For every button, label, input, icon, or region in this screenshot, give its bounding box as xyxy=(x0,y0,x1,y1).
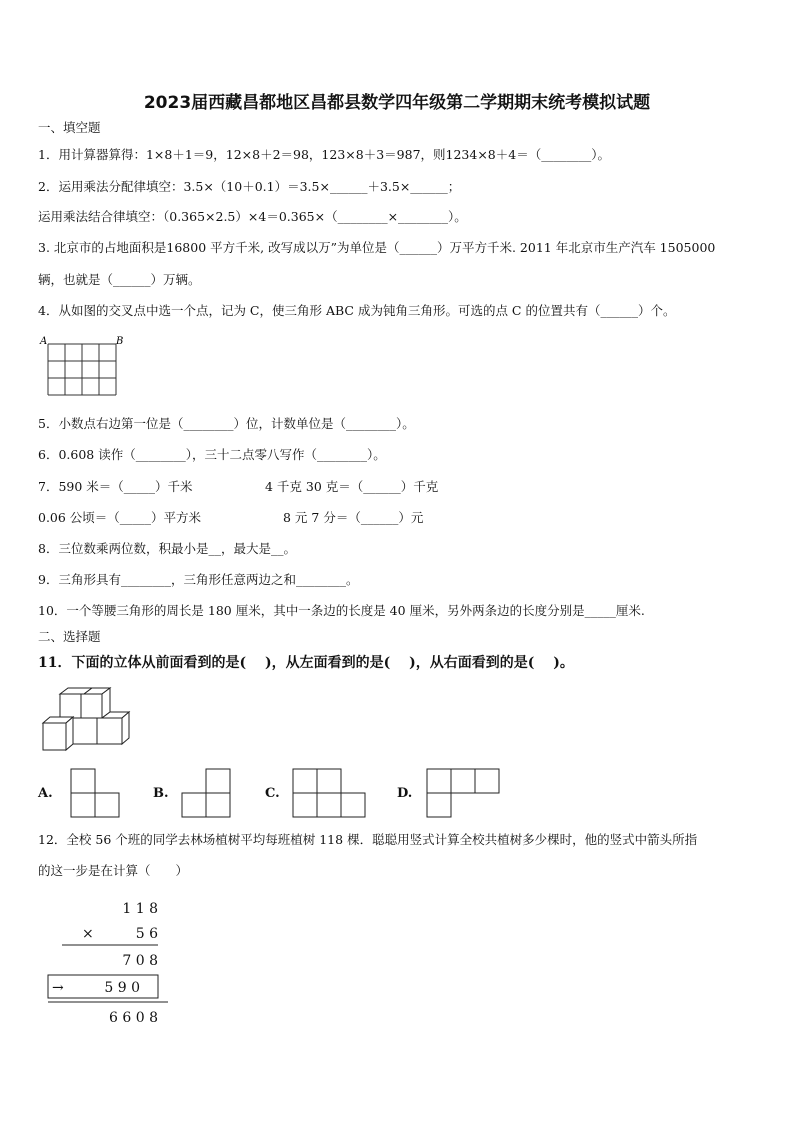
question-7c: 0.06 公顷＝（_____）平方米 xyxy=(38,510,202,525)
multiplicand: 1 1 8 xyxy=(122,901,158,917)
option-b-label: B. xyxy=(153,786,169,801)
question-7b: 4 千克 30 克＝（______）千克 xyxy=(265,479,439,494)
grid-figure xyxy=(38,334,128,400)
point-b-label: B xyxy=(116,336,124,347)
question-7a: 7．590 米＝（_____）千米 xyxy=(38,479,193,494)
option-c-figure xyxy=(292,768,366,818)
question-2a: 2．运用乘法分配律填空：3.5×（10＋0.1）＝3.5×______＋3.5×______； xyxy=(38,179,461,194)
multiply-sign: × xyxy=(82,926,94,942)
question-7d: 8 元 7 分＝（______）元 xyxy=(283,510,424,525)
partial-product-1: 7 0 8 xyxy=(122,953,158,969)
option-a-label: A. xyxy=(38,786,53,801)
question-12a: 12．全校 56 个班的同学去林场植树平均每班植树 118 棵．聪聪用竖式计算全校共植树多少棵时，他的竖式中箭头所指 xyxy=(38,832,698,847)
question-10: 10．一个等腰三角形的周长是 180 厘米，其中一条边的长度是 40 厘米，另外两条边的长度分别是_____厘米. xyxy=(38,603,645,618)
question-12b: 的这一步是在计算（ ） xyxy=(38,863,189,878)
point-a-label: A xyxy=(40,336,48,347)
option-d-label: D. xyxy=(397,786,413,801)
section-fill-in: 一、填空题 xyxy=(38,120,101,135)
option-a-figure xyxy=(70,768,120,818)
question-3b: 辆，也就是（______）万辆。 xyxy=(38,272,201,287)
question-9: 9．三角形具有________，三角形任意两边之和________。 xyxy=(38,572,359,587)
arrow-indicator: → xyxy=(52,980,64,996)
option-c-label: C. xyxy=(265,786,280,801)
cubes-figure xyxy=(40,686,134,756)
question-6: 6．0.608 读作（________），三十二点零八写作（________）。 xyxy=(38,447,386,462)
question-4: 4．从如图的交叉点中选一个点，记为 C，使三角形 ABC 成为钝角三角形。可选的点 C 的位置共有（______）个。 xyxy=(38,303,676,318)
question-8: 8．三位数乘两位数，积最小是__，最大是__。 xyxy=(38,541,296,556)
partial-product-2: 5 9 0 xyxy=(104,980,140,996)
section-choice: 二、选择题 xyxy=(38,629,101,644)
vertical-multiplication xyxy=(40,895,180,1030)
final-product: 6 6 0 8 xyxy=(109,1010,158,1026)
question-2b: 运用乘法结合律填空：（0.365×2.5）×4＝0.365×（________×________）。 xyxy=(38,209,467,224)
question-11: 11．下面的立体从前面看到的是( )，从左面看到的是( )，从右面看到的是( )。 xyxy=(38,655,574,671)
option-b-figure xyxy=(181,768,231,818)
question-3a: 3. 北京市的占地面积是16800 平方千米, 改写成以万”为单位是（______）万平方千米. 2011 年北京市生产汽车 1505000 xyxy=(38,240,716,255)
multiplier: 5 6 xyxy=(135,926,158,942)
option-d-figure xyxy=(426,768,500,818)
question-5: 5．小数点右边第一位是（________）位，计数单位是（________）。 xyxy=(38,416,415,431)
question-1: 1．用计算器算得：1×8＋1＝9，12×8＋2＝98，123×8＋3＝987，则1234×8＋4＝（________）。 xyxy=(38,147,610,162)
page-title: 2023届西藏昌都地区昌都县数学四年级第二学期期末统考模拟试题 xyxy=(143,93,651,113)
